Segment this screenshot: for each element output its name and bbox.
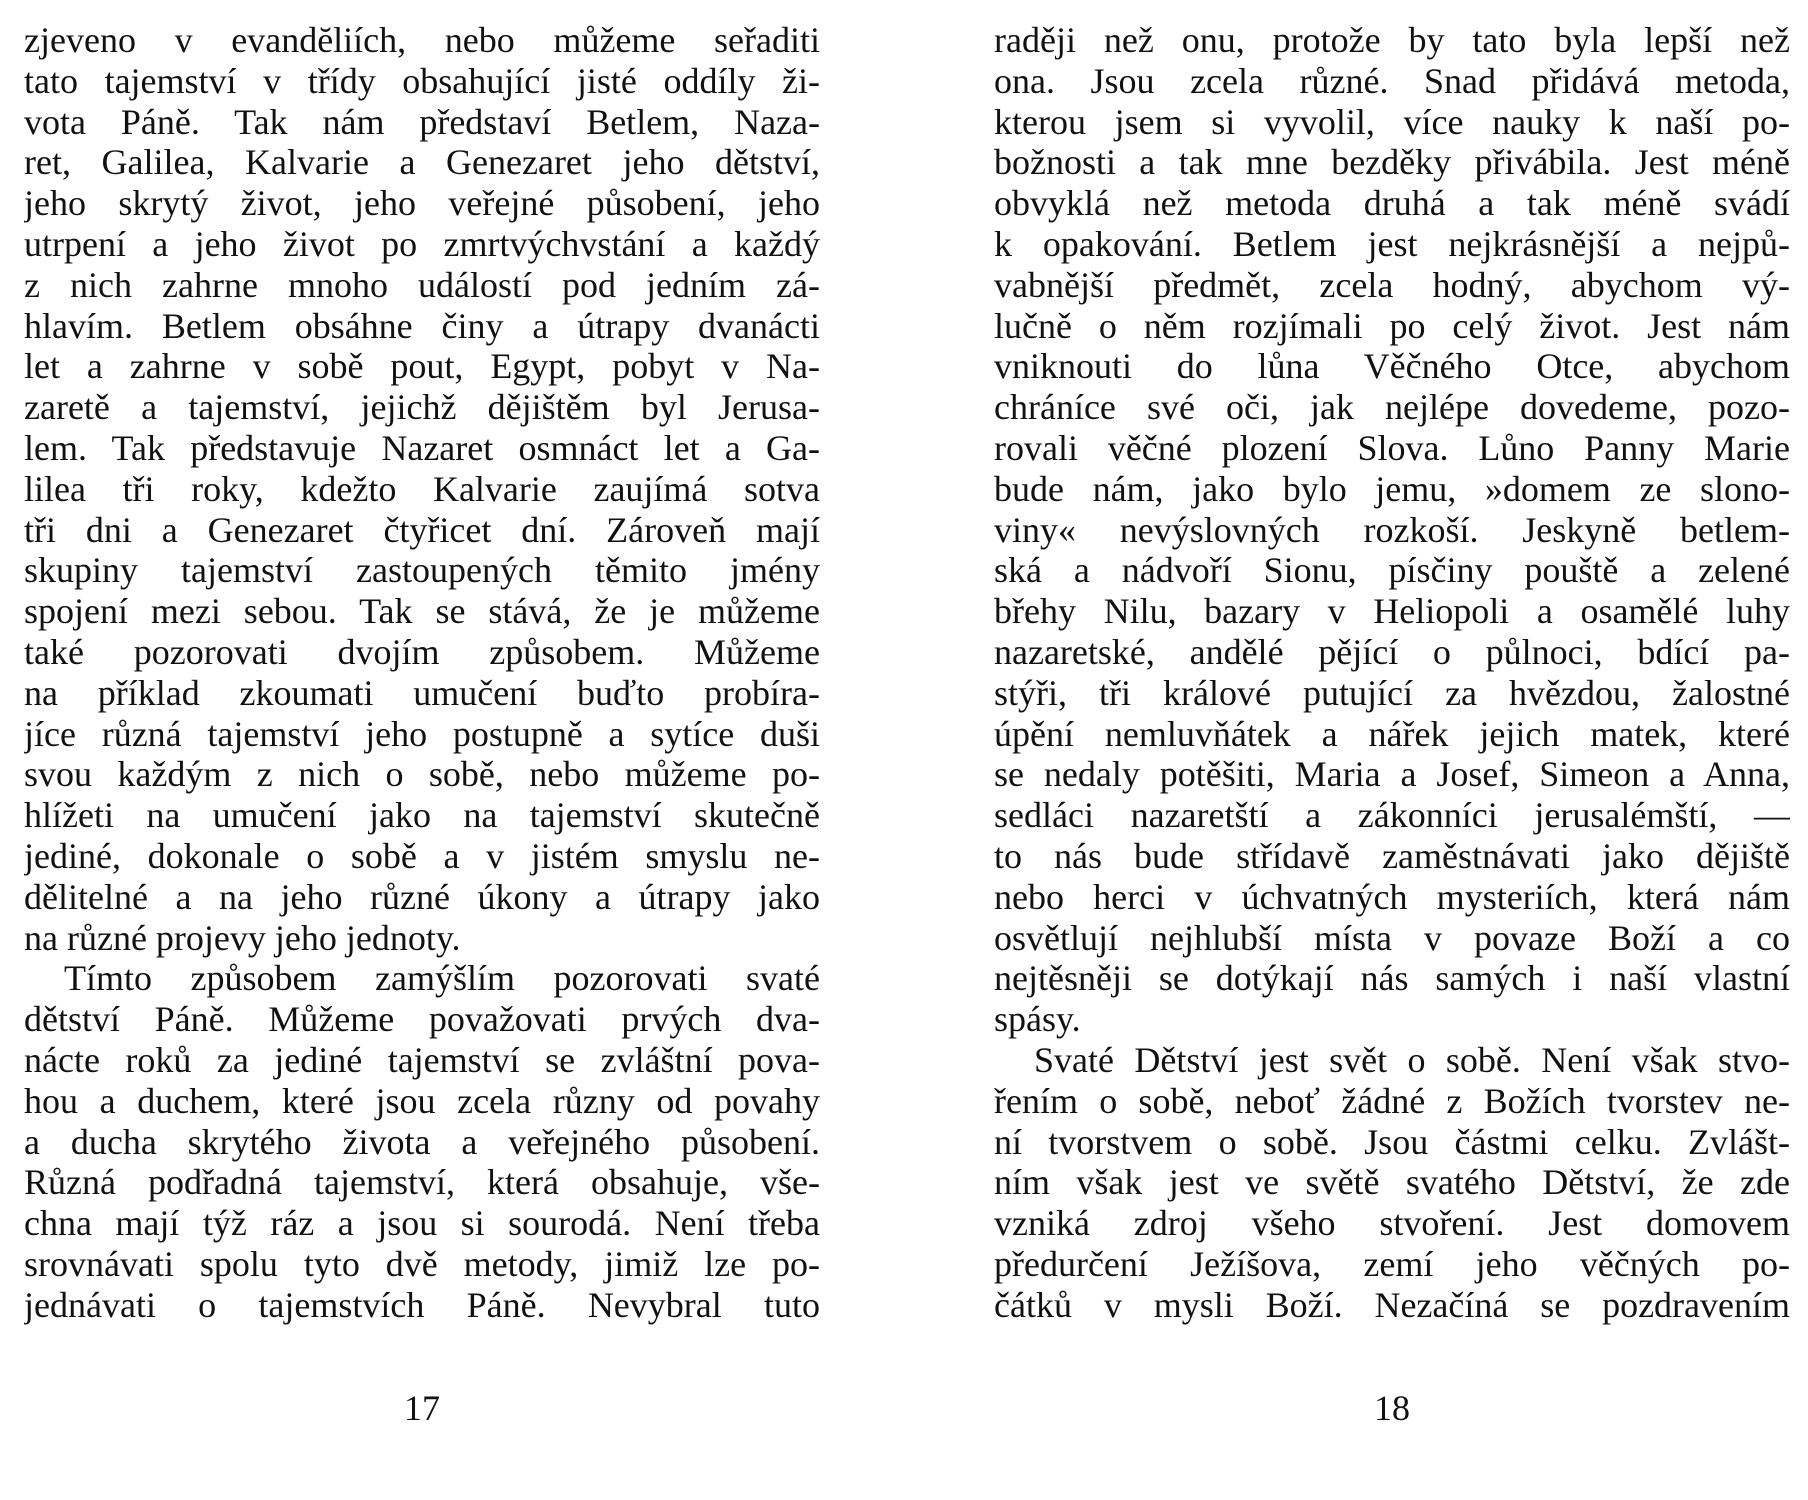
text-line: lilea tři roky, kdežto Kalvarie zaujímá sotva <box>24 468 820 509</box>
text-line: božnosti a tak mne bezděky přivábila. Jest méně <box>994 142 1790 183</box>
left-page <box>24 20 820 1460</box>
text-line: dělitelné a na jeho různé úkony a útrapy jako <box>24 876 820 917</box>
text-line: také pozorovati dvojím způsobem. Můžeme <box>24 631 820 672</box>
text-line: nejtěsněji se dotýkají nás samých i naší vlastní <box>994 958 1790 999</box>
paragraph-first-line: Svaté Dětství jest svět o sobě. Není však stvo- <box>1034 1039 1790 1080</box>
paragraph-last-line: spásy. <box>994 999 1081 1040</box>
text-line: úpění nemluvňátek a nářek jejich matek, které <box>994 713 1790 754</box>
text-line: chna mají týž ráz a jsou si sourodá. Není třeba <box>24 1203 820 1244</box>
text-line: hlížeti na umučení jako na tajemství skutečně <box>24 795 820 836</box>
text-line: lem. Tak představuje Nazaret osmnáct let a Ga- <box>24 427 820 468</box>
text-line: vzniká zdroj všeho stvoření. Jest domovem <box>994 1203 1790 1244</box>
text-line: se nedaly potěšiti, Maria a Josef, Simeon a Anna, <box>994 754 1790 795</box>
text-line: k opakování. Betlem jest nejkrásnější a nejpů- <box>994 223 1790 264</box>
text-line: svou každým z nich o sobě, nebo můžeme po- <box>24 754 820 795</box>
text-line: stýři, tři králové putující za hvězdou, žalostné <box>994 672 1790 713</box>
text-line: skupiny tajemství zastoupených těmito jmény <box>24 550 820 591</box>
text-line: vabnější předmět, zcela hodný, abychom vý- <box>994 264 1790 305</box>
text-line: z nich zahrne mnoho událostí pod jedním zá- <box>24 264 820 305</box>
text-line: jednávati o tajemstvích Páně. Nevybral tuto <box>24 1284 820 1325</box>
text-line: viny« nevýslovných rozkoší. Jeskyně betlem- <box>994 509 1790 550</box>
text-line: břehy Nilu, bazary v Heliopoli a osamělé luhy <box>994 591 1790 632</box>
text-line: nácte roků za jediné tajemství se zvláštní pova- <box>24 1039 820 1080</box>
text-line: nebo herci v úchvatných mysteriích, která nám <box>994 876 1790 917</box>
paragraph-last-line: na různé projevy jeho jednoty. <box>24 917 461 958</box>
text-line: spojení mezi sebou. Tak se stává, že je můžeme <box>24 591 820 632</box>
text-line: lučně o něm rozjímali po celý život. Jest nám <box>994 305 1790 346</box>
text-line: Různá podřadná tajemství, která obsahuje, vše- <box>24 1162 820 1203</box>
text-line: srovnávati spolu tyto dvě metody, jimiž lze po- <box>24 1243 820 1284</box>
text-line: ret, Galilea, Kalvarie a Genezaret jeho dětství, <box>24 142 820 183</box>
text-line: chráníce své oči, jak nejlépe dovedeme, pozo- <box>994 387 1790 428</box>
text-line: ní tvorstvem o sobě. Jsou částmi celku. Zvlášt- <box>994 1121 1790 1162</box>
text-line: jeho skrytý život, jeho veřejné působení, jeho <box>24 183 820 224</box>
text-line: to nás bude střídavě zaměstnávati jako dějiště <box>994 835 1790 876</box>
left-page-text <box>24 20 820 1326</box>
text-line: bude nám, jako bylo jemu, »domem ze slono- <box>994 468 1790 509</box>
text-line: let a zahrne v sobě pout, Egypt, pobyt v Na- <box>24 346 820 387</box>
text-line: na příklad zkoumati umučení buďto probíra- <box>24 672 820 713</box>
text-line: osvětlují nejhlubší místa v povaze Boží a co <box>994 917 1790 958</box>
right-page-text <box>994 20 1790 1326</box>
text-line: ona. Jsou zcela různé. Snad přidává metoda, <box>994 60 1790 101</box>
text-line: jíce různá tajemství jeho postupně a sytíce duši <box>24 713 820 754</box>
text-line: nazaretské, andělé pějící o půlnoci, bdící pa- <box>994 631 1790 672</box>
text-line: čátků v mysli Boží. Nezačíná se pozdravením <box>994 1284 1790 1325</box>
page-number: 18 <box>1374 1388 1410 1428</box>
text-line: ním však jest ve světě svatého Dětství, že zde <box>994 1162 1790 1203</box>
text-line: utrpení a jeho život po zmrtvýchvstání a každý <box>24 223 820 264</box>
page-number: 17 <box>404 1388 440 1428</box>
paragraph-first-line: Tímto způsobem zamýšlím pozorovati svaté <box>64 958 820 999</box>
text-line: dětství Páně. Můžeme považovati prvých dva- <box>24 999 820 1040</box>
text-line: předurčení Ježíšova, zemí jeho věčných po- <box>994 1243 1790 1284</box>
text-line: raději než onu, protože by tato byla lepší než <box>994 20 1790 60</box>
text-line: rovali věčné plození Slova. Lůno Panny Marie <box>994 427 1790 468</box>
text-line: sedláci nazaretští a zákonníci jerusalémští, — <box>994 795 1790 836</box>
text-line: zjeveno v evandĕliích, nebo můžeme seřaditi <box>24 20 820 60</box>
text-line: kterou jsem si vyvolil, více nauky k naší po- <box>994 101 1790 142</box>
text-line: vota Páně. Tak nám představí Betlem, Naza- <box>24 101 820 142</box>
text-line: vniknouti do lůna Věčného Otce, abychom <box>994 346 1790 387</box>
text-line: a ducha skrytého života a veřejného působení. <box>24 1121 820 1162</box>
text-line: obvyklá než metoda druhá a tak méně svádí <box>994 183 1790 224</box>
text-line: hou a duchem, které jsou zcela různy od povahy <box>24 1080 820 1121</box>
text-line: řením o sobě, neboť žádné z Božích tvorstev ne- <box>994 1080 1790 1121</box>
text-line: zaretě a tajemství, jejichž dějištěm byl Jerusa- <box>24 387 820 428</box>
text-line: tři dni a Genezaret čtyřicet dní. Zároveň mají <box>24 509 820 550</box>
text-line: ská a nádvoří Sionu, písčiny pouště a zelené <box>994 550 1790 591</box>
text-line: jediné, dokonale o sobě a v jistém smyslu ne- <box>24 835 820 876</box>
text-line: hlavím. Betlem obsáhne činy a útrapy dvanácti <box>24 305 820 346</box>
right-page <box>994 20 1790 1460</box>
text-line: tato tajemství v třídy obsahující jisté oddíly ži- <box>24 60 820 101</box>
